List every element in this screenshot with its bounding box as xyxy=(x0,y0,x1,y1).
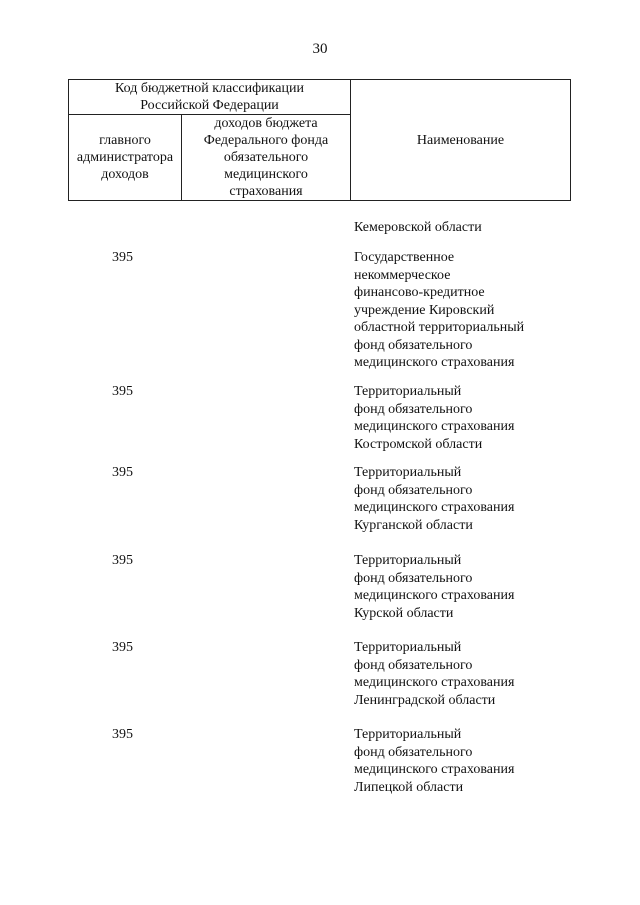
row-name: Территориальный фонд обязательного медицинского страхования Ленинградской области xyxy=(354,640,515,708)
row-name: Территориальный фонд обязательного медицинского страхования Костромской области xyxy=(354,384,515,452)
header-income-cell xyxy=(182,115,351,201)
row-name: Кемеровской области xyxy=(354,220,482,235)
header-code-group xyxy=(69,80,351,115)
header-admin-text: главного администратора доходов xyxy=(76,133,174,182)
header-name-cell xyxy=(351,80,571,201)
row-name: Территориальный фонд обязательного медицинского страхования Курской области xyxy=(354,553,515,621)
row-code: 395 xyxy=(112,250,133,265)
header-income-text: доходов бюджета Федерального фонда обязательного медицинского страхования xyxy=(203,116,329,199)
row-name: Государственное некоммерческое финансово-кредитное учреждение Кировский областной территориальный фонд обязательного медицинского страхования xyxy=(354,250,525,370)
row-code: 395 xyxy=(112,553,133,568)
row-code: 395 xyxy=(112,727,133,742)
row-code: 395 xyxy=(112,640,133,655)
row-code: 395 xyxy=(112,465,133,480)
header-table xyxy=(68,79,571,201)
row-name: Территориальный фонд обязательного медицинского страхования Липецкой области xyxy=(354,727,515,795)
header-name-text: Наименование xyxy=(416,132,505,148)
header-code-group-text: Код бюджетной классификации Российской Федерации xyxy=(115,81,304,113)
row-name: Территориальный фонд обязательного медицинского страхования Курганской области xyxy=(354,465,515,533)
row-code: 395 xyxy=(112,384,133,399)
page-number: 30 xyxy=(312,41,328,57)
header-admin-cell xyxy=(69,115,182,201)
